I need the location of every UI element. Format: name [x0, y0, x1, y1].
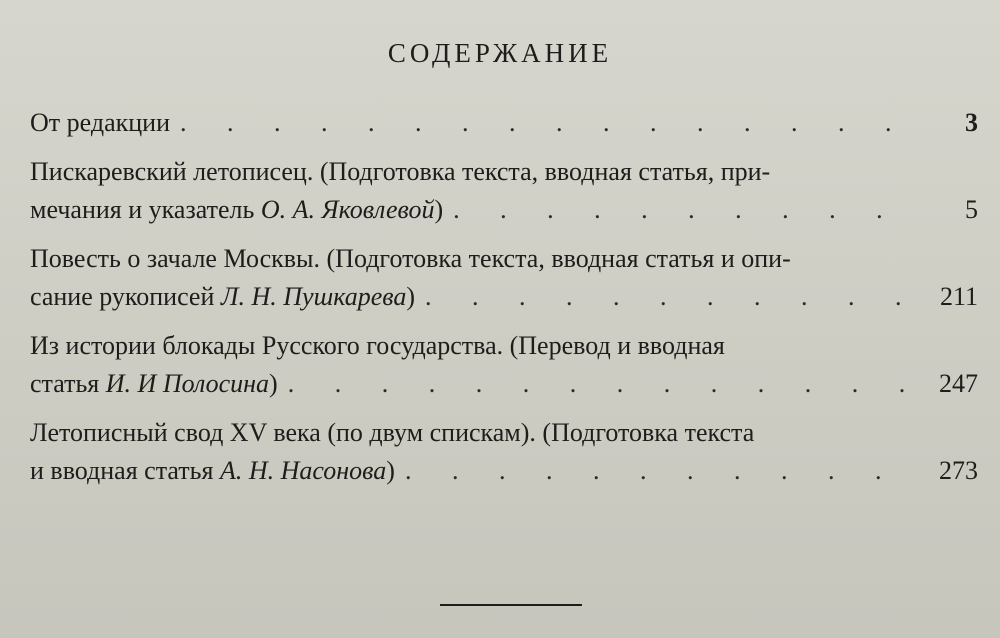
toc-entry-title-line: Повесть о зачале Москвы. (Подготовка текста, вводная статья и опи- — [30, 244, 791, 273]
toc-entry-title-line: Летописный свод XV века (по двум спискам). (Подготовка текста — [30, 418, 755, 447]
toc-entry — [30, 104, 978, 142]
toc-entry-line — [30, 452, 978, 490]
page-number: 211 — [939, 282, 978, 311]
toc-entry — [30, 414, 978, 490]
closing-rule — [440, 604, 582, 606]
toc-entry — [30, 153, 978, 229]
author-name: Л. Н. Пушкарева — [220, 282, 407, 311]
leader-dots — [425, 278, 918, 316]
table-of-contents — [30, 104, 978, 501]
toc-entry-close: ) — [434, 195, 444, 224]
toc-entry-text: статья — [30, 369, 106, 398]
toc-entry-close: ) — [269, 369, 278, 398]
toc-entry-line — [30, 191, 978, 229]
page-number: 5 — [965, 195, 978, 224]
toc-entry-text: сание рукописей — [30, 282, 221, 311]
toc-entry-line — [30, 365, 978, 403]
page-number: 273 — [939, 456, 978, 485]
toc-entry-title-continued — [30, 191, 443, 229]
toc-entry — [30, 327, 978, 403]
author-name: И. И Полосина — [105, 369, 270, 398]
toc-entry-line — [30, 104, 978, 142]
toc-entry-text: мечания и указатель — [30, 195, 261, 224]
author-name: О. А. Яковлевой — [260, 195, 435, 224]
leader-dots — [453, 191, 918, 229]
page-number: 3 — [965, 108, 978, 137]
toc-entry-title: От редакции — [30, 108, 170, 137]
toc-entry-text: и вводная статья — [30, 456, 220, 485]
toc-entry-title-continued — [30, 278, 415, 316]
leader-dots — [288, 365, 918, 403]
toc-entry — [30, 240, 978, 316]
toc-entry-close: ) — [386, 456, 395, 485]
leader-dots — [405, 452, 918, 490]
toc-entry-title-continued — [30, 365, 278, 403]
toc-entry-title-line: Из истории блокады Русского государства. (Перевод и вводная — [30, 331, 725, 360]
toc-entry-title-continued — [30, 452, 395, 490]
toc-entry-close: ) — [406, 282, 416, 311]
leader-dots — [180, 104, 918, 142]
page-number: 247 — [939, 369, 978, 398]
toc-entry-title-line: Пискаревский летописец. (Подготовка текста, вводная статья, при- — [30, 157, 771, 186]
contents-heading: СОДЕРЖАНИЕ — [387, 38, 613, 68]
author-name: А. Н. Насонова — [219, 456, 387, 485]
toc-entry-line — [30, 278, 978, 316]
